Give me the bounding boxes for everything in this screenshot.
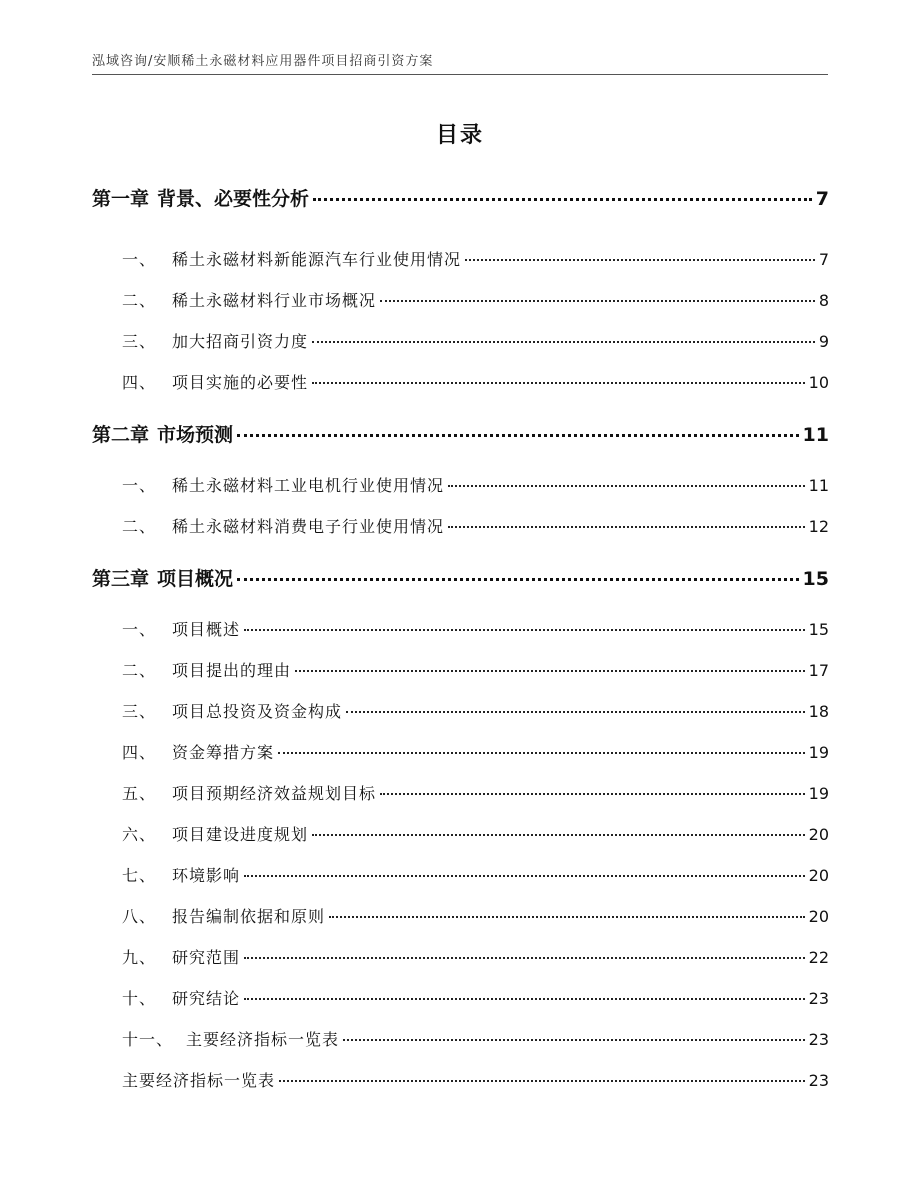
- toc-section-3-10[interactable]: [92, 986, 829, 1009]
- dot-leader: [448, 526, 805, 528]
- toc-section-number: 二、: [122, 291, 157, 310]
- toc-page-number: 20: [808, 866, 829, 885]
- toc-page-number: 18: [808, 702, 829, 721]
- toc-section-title: 稀土永磁材料消费电子行业使用情况: [172, 517, 445, 536]
- toc-page-number: 17: [808, 661, 829, 680]
- toc-page-number: 22: [808, 948, 829, 967]
- toc-section-3-9[interactable]: [92, 945, 829, 968]
- toc-section-title: 项目提出的理由: [172, 661, 292, 680]
- toc-section-title: 研究范围: [172, 948, 241, 967]
- toc-section-3-7[interactable]: [92, 863, 829, 886]
- toc-page-number: 19: [808, 743, 829, 762]
- toc-section-number: 八、: [122, 907, 157, 926]
- toc-section-title: 环境影响: [172, 866, 241, 885]
- dot-leader: [244, 629, 805, 631]
- toc-chapter-title: 项目概况: [157, 568, 234, 590]
- toc-section-number: 二、: [122, 661, 157, 680]
- toc-section-number: 三、: [122, 702, 157, 721]
- toc-section-title: 项目实施的必要性: [172, 373, 309, 392]
- toc-table-entry[interactable]: [92, 1068, 829, 1091]
- toc-section-number: 二、: [122, 517, 157, 536]
- dot-leader: [244, 875, 805, 877]
- toc-chapter-3[interactable]: [92, 564, 829, 591]
- toc-page-number: 9: [818, 332, 829, 351]
- toc-section-number: 一、: [122, 250, 157, 269]
- dot-leader: [244, 957, 805, 959]
- dot-leader: [380, 793, 805, 795]
- toc-chapter-1[interactable]: [92, 184, 829, 211]
- dot-leader: [380, 300, 815, 302]
- toc-section-3-3[interactable]: [92, 699, 829, 722]
- toc-page-number: 7: [818, 250, 829, 269]
- toc-section-number: 一、: [122, 476, 157, 495]
- toc-page-number: 23: [808, 989, 829, 1008]
- toc-section-3-2[interactable]: [92, 658, 829, 681]
- toc-page-number: 20: [808, 825, 829, 844]
- running-header: 泓域咨询/安顺稀土永磁材料应用器件项目招商引资方案: [92, 54, 434, 69]
- toc-section-1-4[interactable]: [92, 370, 829, 393]
- header-divider: [92, 74, 828, 75]
- toc-section-1-1[interactable]: [92, 247, 829, 270]
- toc-section-title: 项目总投资及资金构成: [172, 702, 343, 721]
- dot-leader: [278, 752, 805, 754]
- toc-section-title: 项目预期经济效益规划目标: [172, 784, 377, 803]
- toc-section-2-2[interactable]: [92, 514, 829, 537]
- toc-section-title: 稀土永磁材料新能源汽车行业使用情况: [172, 250, 462, 269]
- dot-leader: [313, 198, 812, 201]
- toc-page-number: 23: [808, 1030, 829, 1049]
- toc-section-number: 七、: [122, 866, 157, 885]
- toc-title: 目录: [435, 123, 484, 148]
- toc-section-number: 十一、: [122, 1030, 174, 1049]
- toc-page-number: 23: [808, 1071, 829, 1090]
- toc-chapter-number: 第三章: [92, 568, 150, 590]
- toc-section-3-6[interactable]: [92, 822, 829, 845]
- dot-leader: [312, 341, 815, 343]
- dot-leader: [312, 382, 805, 384]
- dot-leader: [279, 1080, 805, 1082]
- toc-page-number: 12: [808, 517, 829, 536]
- toc-section-2-1[interactable]: [92, 473, 829, 496]
- toc-section-number: 四、: [122, 743, 157, 762]
- toc-page-number: 20: [808, 907, 829, 926]
- dot-leader: [465, 259, 815, 261]
- toc-page-number: 19: [808, 784, 829, 803]
- dot-leader: [237, 434, 799, 437]
- toc-section-title: 项目建设进度规划: [172, 825, 309, 844]
- dot-leader: [312, 834, 805, 836]
- toc-section-number: 十、: [122, 989, 157, 1008]
- toc-chapter-2[interactable]: [92, 420, 829, 447]
- toc-chapter-title: 背景、必要性分析: [157, 188, 310, 210]
- dot-leader: [346, 711, 805, 713]
- toc-page-number: 8: [818, 291, 829, 310]
- toc-section-title: 稀土永磁材料行业市场概况: [172, 291, 377, 310]
- toc-section-3-4[interactable]: [92, 740, 829, 763]
- toc-section-number: 五、: [122, 784, 157, 803]
- toc-page-number: 15: [802, 568, 829, 590]
- toc-section-1-2[interactable]: [92, 288, 829, 311]
- toc-page-number: 15: [808, 620, 829, 639]
- toc-section-3-11[interactable]: [92, 1027, 829, 1050]
- toc-section-title: 资金筹措方案: [172, 743, 275, 762]
- toc-section-number: 六、: [122, 825, 157, 844]
- toc-section-3-5[interactable]: [92, 781, 829, 804]
- toc-section-number: 九、: [122, 948, 157, 967]
- toc-table-title: 主要经济指标一览表: [122, 1071, 276, 1090]
- toc-section-3-8[interactable]: [92, 904, 829, 927]
- toc-section-number: 一、: [122, 620, 157, 639]
- toc-section-title: 稀土永磁材料工业电机行业使用情况: [172, 476, 445, 495]
- toc-section-number: 三、: [122, 332, 157, 351]
- toc-page-number: 11: [802, 424, 829, 446]
- toc-section-1-3[interactable]: [92, 329, 829, 352]
- dot-leader: [329, 916, 805, 918]
- toc-chapter-number: 第二章: [92, 424, 150, 446]
- toc-page-number: 10: [808, 373, 829, 392]
- toc-section-3-1[interactable]: [92, 617, 829, 640]
- dot-leader: [343, 1039, 805, 1041]
- toc-section-title: 报告编制依据和原则: [172, 907, 326, 926]
- dot-leader: [244, 998, 805, 1000]
- toc-page-number: 11: [808, 476, 829, 495]
- toc-page-number: 7: [815, 188, 829, 210]
- toc-section-title: 研究结论: [172, 989, 241, 1008]
- dot-leader: [295, 670, 805, 672]
- dot-leader: [237, 578, 799, 581]
- toc-chapter-number: 第一章: [92, 188, 150, 210]
- toc-section-title: 主要经济指标一览表: [186, 1030, 340, 1049]
- toc-section-number: 四、: [122, 373, 157, 392]
- dot-leader: [448, 485, 805, 487]
- toc-section-title: 加大招商引资力度: [172, 332, 309, 351]
- toc-chapter-title: 市场预测: [157, 424, 234, 446]
- toc-section-title: 项目概述: [172, 620, 241, 639]
